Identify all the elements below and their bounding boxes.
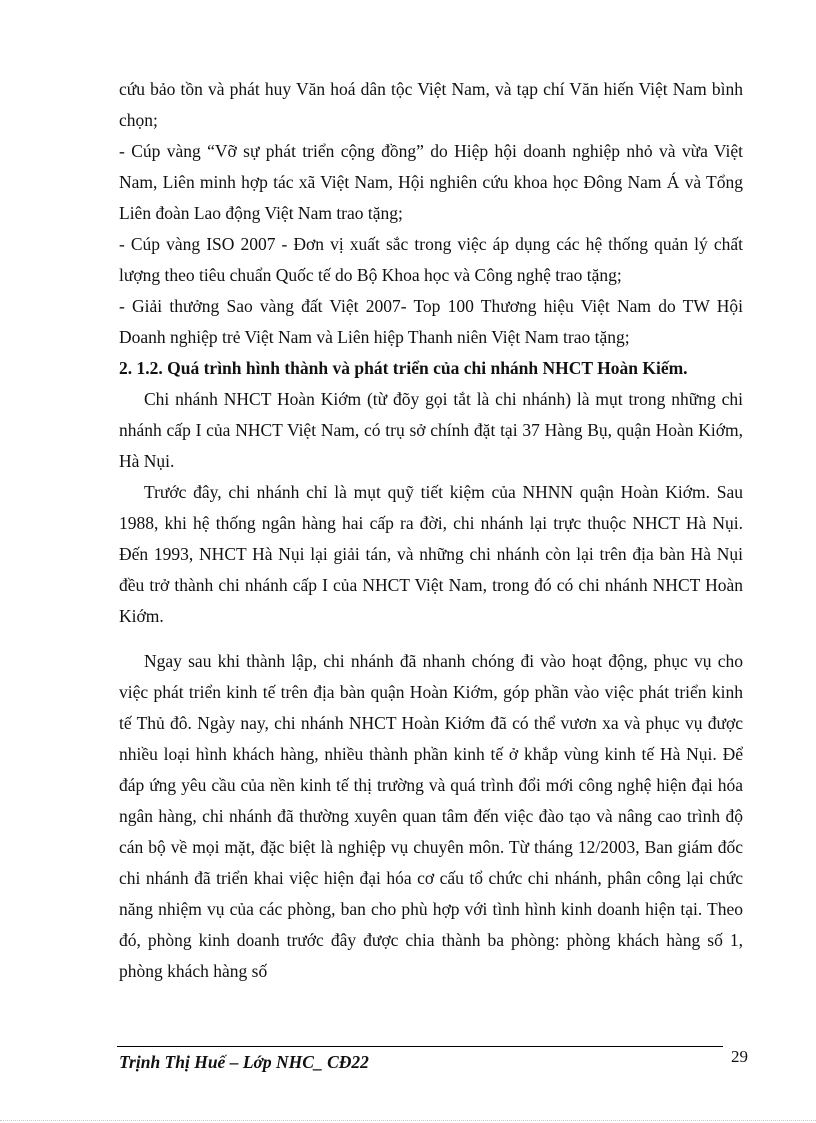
body-text: [119, 74, 743, 987]
footer-divider: [117, 1046, 723, 1047]
award-paragraph-continuation: cứu bảo tồn và phát huy Văn hoá dân tộc Việt Nam, và tạp chí Văn hiến Việt Nam bình chọn;: [119, 79, 743, 130]
page-number: 29: [731, 1047, 748, 1066]
branch-development-paragraph: Ngay sau khi thành lập, chi nhánh đã nhanh chóng đi vào hoạt động, phục vụ cho việc phát triển kinh tế trên địa bàn quận Hoàn Kiớm, góp phần vào việc phát triển kinh tế Thủ đô. Ngày nay, chi nhánh NHCT Hoàn Kiớm đã có thể vươn xa và phục vụ được nhiều loại hình khách hàng, nhiều thành phần kinh tế ở khắp vùng kinh tế Hà Nụi. Để đáp ứng yêu cầu của nền kinh tế thị trường và quá trình đổi mới công nghệ hiện đại hóa ngân hàng, chi nhánh đã thường xuyên quan tâm đến việc đào tạo và nâng cao trình độ cán bộ về mọi mặt, đặc biệt là nghiệp vụ chuyên môn. Từ tháng 12/2003, Ban giám đốc chi nhánh đã triển khai việc hiện đại hóa cơ cấu tổ chức chi nhánh, phân công lại chức năng nhiệm vụ của các phòng, ban cho phù hợp với tình hình kinh doanh hiện tại. Theo đó, phòng kinh doanh trước đây được chia thành ba phòng: phòng khách hàng số 1, phòng khách hàng số: [119, 651, 743, 981]
award-item-iso-cup: - Cúp vàng ISO 2007 - Đơn vị xuất sắc trong việc áp dụng các hệ thống quản lý chất lượng theo tiêu chuẩn Quốc tế do Bộ Khoa học và Công nghệ trao tặng;: [119, 234, 743, 285]
footer-author: Trịnh Thị Huế – Lớp NHC_ CĐ22: [119, 1052, 369, 1072]
branch-history-paragraph: Trước đây, chi nhánh chỉ là mụt quỹ tiết kiệm của NHNN quận Hoàn Kiớm. Sau 1988, khi hệ thống ngân hàng hai cấp ra đời, chi nhánh lại trực thuộc NHCT Hà Nụi. Đến 1993, NHCT Hà Nụi lại giải tán, và những chi nhánh còn lại trên địa bàn Hà Nụi đều trở thành chi nhánh cấp I của NHCT Việt Nam, trong đó có chi nhánh NHCT Hoàn Kiớm.: [119, 482, 743, 626]
section-heading: 2. 1.2. Quá trình hình thành và phát triển của chi nhánh NHCT Hoàn Kiếm.: [119, 358, 688, 378]
page-bottom-border: [0, 1120, 816, 1121]
branch-intro-paragraph: Chi nhánh NHCT Hoàn Kiớm (từ đõy gọi tắt là chi nhánh) là mụt trong những chi nhánh cấp I của NHCT Việt Nam, có trụ sở chính đặt tại 37 Hàng Bụ, quận Hoàn Kiớm, Hà Nụi.: [119, 389, 743, 471]
award-item-gold-star: - Giải thưởng Sao vàng đất Việt 2007- Top 100 Thương hiệu Việt Nam do TW Hội Doanh nghiệp trẻ Việt Nam và Liên hiệp Thanh niên Việt Nam trao tặng;: [119, 296, 743, 347]
award-item-community-cup: - Cúp vàng “Vỡ sự phát triển cộng đồng” do Hiệp hội doanh nghiệp nhỏ và vừa Việt Nam, Liên minh hợp tác xã Việt Nam, Hội nghiên cứu khoa học Đông Nam Á và Tổng Liên đoàn Lao động Việt Nam trao tặng;: [119, 141, 743, 223]
